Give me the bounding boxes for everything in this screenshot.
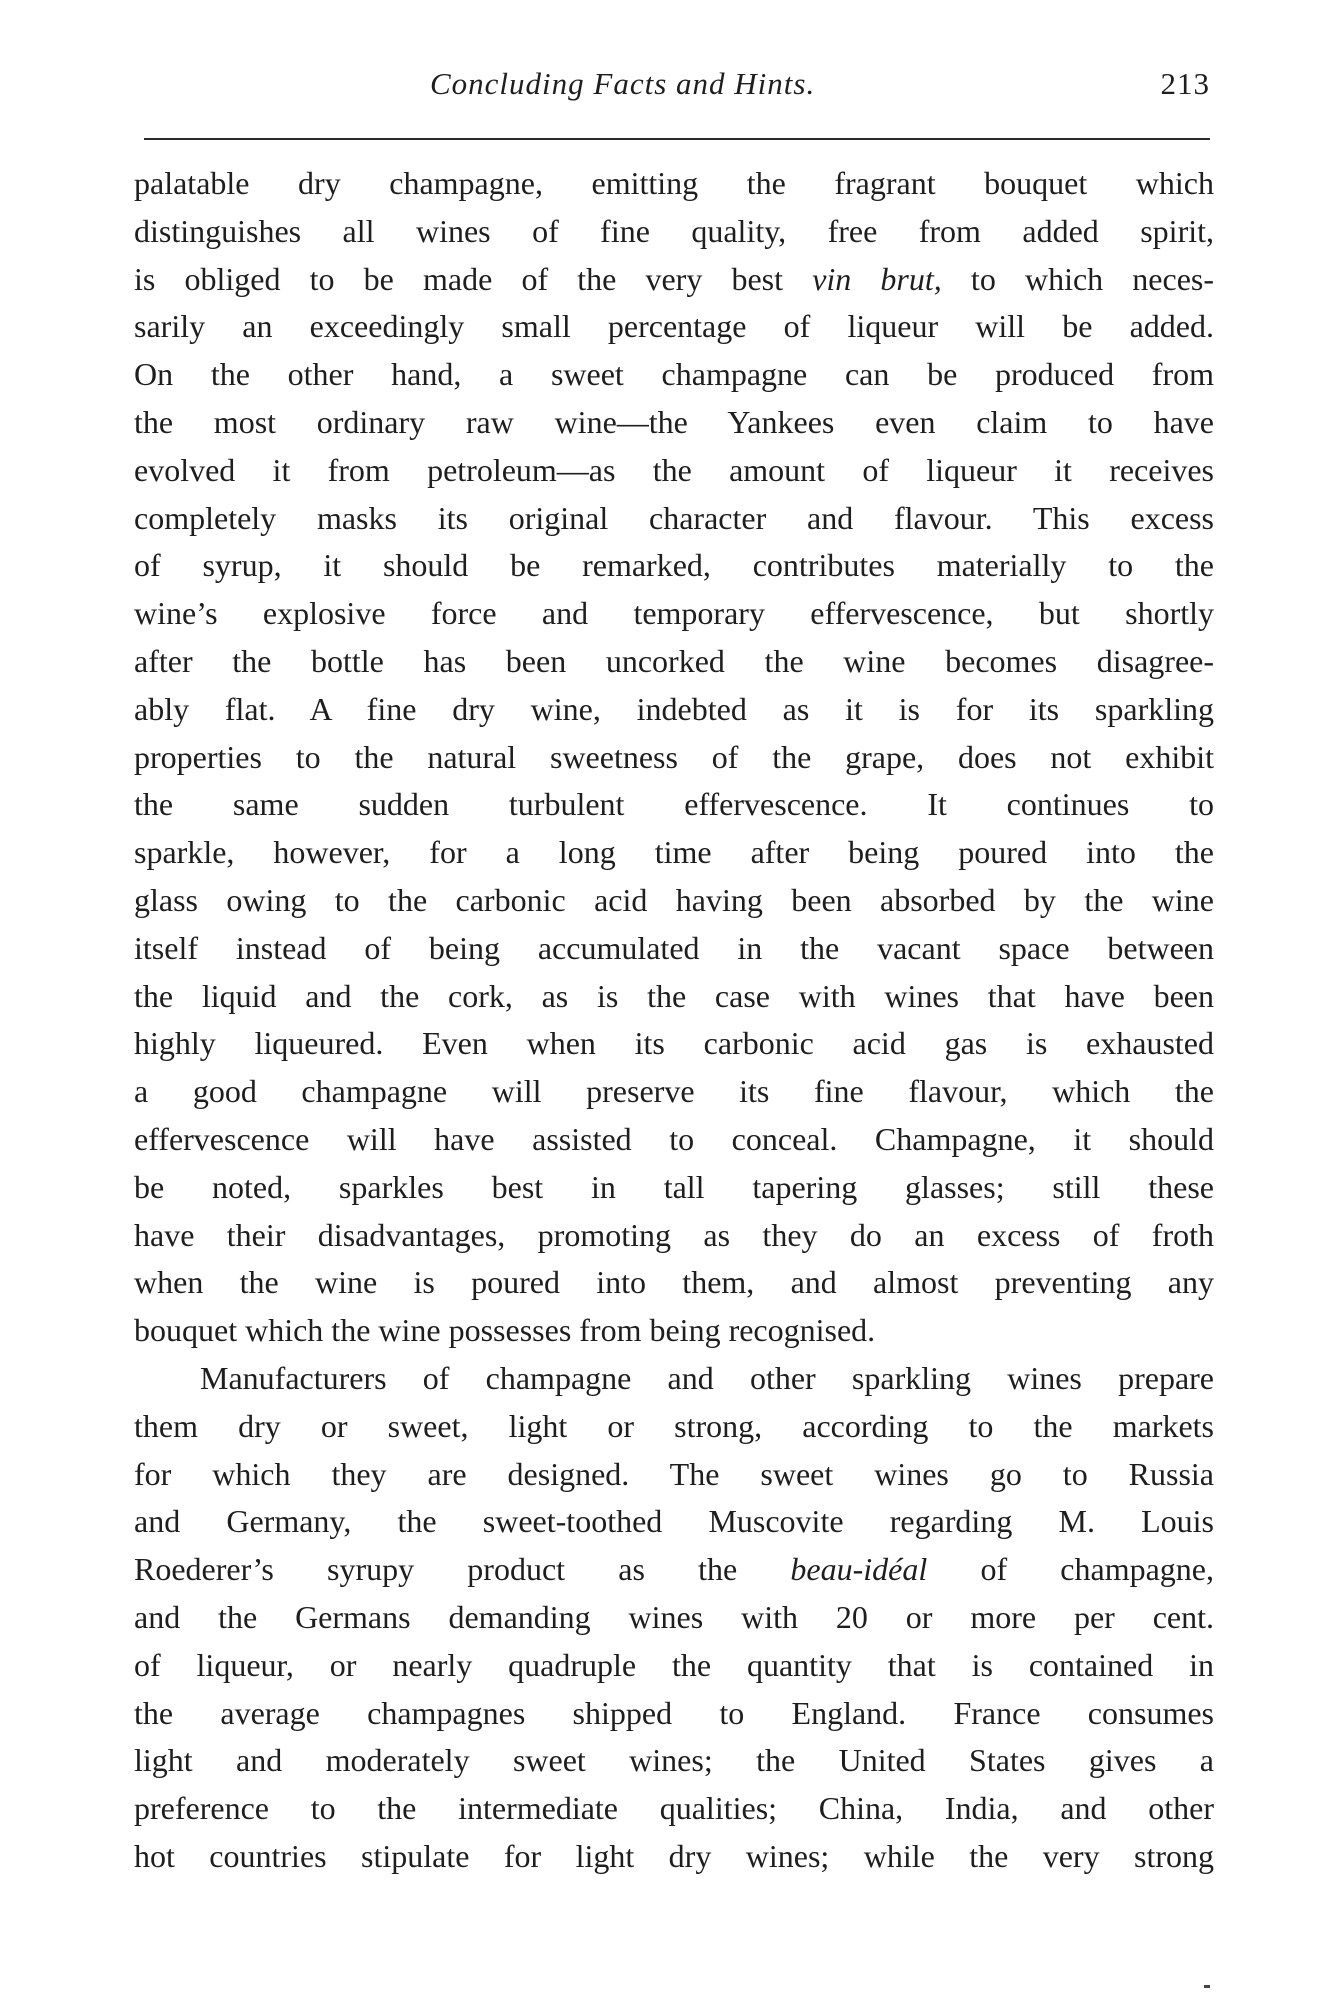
text-line: of liqueur, or nearly quadruple the quantity that is contained in <box>134 1646 1214 1683</box>
text-line: Manufacturers of champagne and other sparkling wines prepare <box>200 1359 1214 1396</box>
text-line: distinguishes all wines of fine quality, free from added spirit, <box>134 212 1214 249</box>
text-line: hot countries stipulate for light dry wines; while the very strong <box>134 1837 1214 1874</box>
text-line: ably flat. A fine dry wine, indebted as it is for its sparkling <box>134 690 1214 727</box>
text-line: for which they are designed. The sweet wines go to Russia <box>134 1455 1214 1492</box>
text-line: the same sudden turbulent effervescence. It continues to <box>134 786 1214 823</box>
running-head <box>140 66 1210 126</box>
text-line: palatable dry champagne, emitting the fragrant bouquet which <box>134 165 1214 201</box>
print-mark <box>1204 1985 1210 1988</box>
text-line: the most ordinary raw wine—the Yankees even claim to have <box>134 403 1214 440</box>
paragraph-1 <box>134 160 1214 1355</box>
italic-term: vin brut, <box>812 260 942 297</box>
text-line: have their disadvantages, promoting as they do an excess of froth <box>134 1216 1214 1253</box>
text-segment: is obliged to be made of the very best <box>134 260 813 297</box>
text-line: light and moderately sweet wines; the United States gives a <box>134 1742 1214 1779</box>
text-line: be noted, sparkles best in tall tapering glasses; still these <box>134 1168 1214 1205</box>
text-line: a good champagne will preserve its fine flavour, which the <box>134 1073 1214 1110</box>
text-line: of syrup, it should be remarked, contributes materially to the <box>134 547 1214 584</box>
text-line: highly liqueured. Even when its carbonic acid gas is exhausted <box>134 1025 1214 1062</box>
text-line: and the Germans demanding wines with 20 or more per cent. <box>134 1598 1214 1635</box>
text-line: glass owing to the carbonic acid having been absorbed by the wine <box>134 881 1214 918</box>
text-line: completely masks its original character and flavour. This excess <box>134 499 1214 536</box>
page-number: 213 <box>1160 66 1210 101</box>
text-line: sarily an exceedingly small percentage of liqueur will be added. <box>134 308 1214 345</box>
paragraph-2 <box>134 1355 1214 1881</box>
text-line: after the bottle has been uncorked the wine becomes disagree- <box>134 642 1214 679</box>
body-text <box>134 160 1214 1881</box>
text-line: the liquid and the cork, as is the case with wines that have been <box>134 977 1214 1014</box>
text-line: sparkle, however, for a long time after being poured into the <box>134 834 1214 871</box>
text-segment: to which neces- <box>941 260 1215 297</box>
text-line: preference to the intermediate qualities; China, India, and other <box>134 1790 1214 1827</box>
text-line: itself instead of being accumulated in the vacant space between <box>134 929 1214 966</box>
text-line: them dry or sweet, light or strong, according to the markets <box>134 1407 1214 1444</box>
text-line: On the other hand, a sweet champagne can be produced from <box>134 356 1214 393</box>
text-segment: of champagne, <box>927 1551 1215 1588</box>
text-line: evolved it from petroleum—as the amount of liqueur it receives <box>134 451 1214 488</box>
text-line: when the wine is poured into them, and almost preventing any <box>134 1264 1214 1301</box>
text-line: bouquet which the wine possesses from being recognised. <box>134 1312 876 1349</box>
text-line: properties to the natural sweetness of the grape, does not exhibit <box>134 738 1214 775</box>
text-line: and Germany, the sweet-toothed Muscovite regarding M. Louis <box>134 1503 1214 1540</box>
header-rule <box>144 138 1210 140</box>
text-line <box>134 1546 1214 1594</box>
running-title: Concluding Facts and Hints. <box>430 66 816 101</box>
text-line: effervescence will have assisted to conceal. Champagne, it should <box>134 1120 1214 1157</box>
text-line <box>134 256 1214 304</box>
italic-term: beau-idéal <box>790 1551 928 1588</box>
text-line: wine’s explosive force and temporary effervescence, but shortly <box>134 595 1214 632</box>
text-line: the average champagnes shipped to England. France consumes <box>134 1694 1214 1731</box>
text-segment: Roederer’s syrupy product as the <box>134 1551 791 1588</box>
